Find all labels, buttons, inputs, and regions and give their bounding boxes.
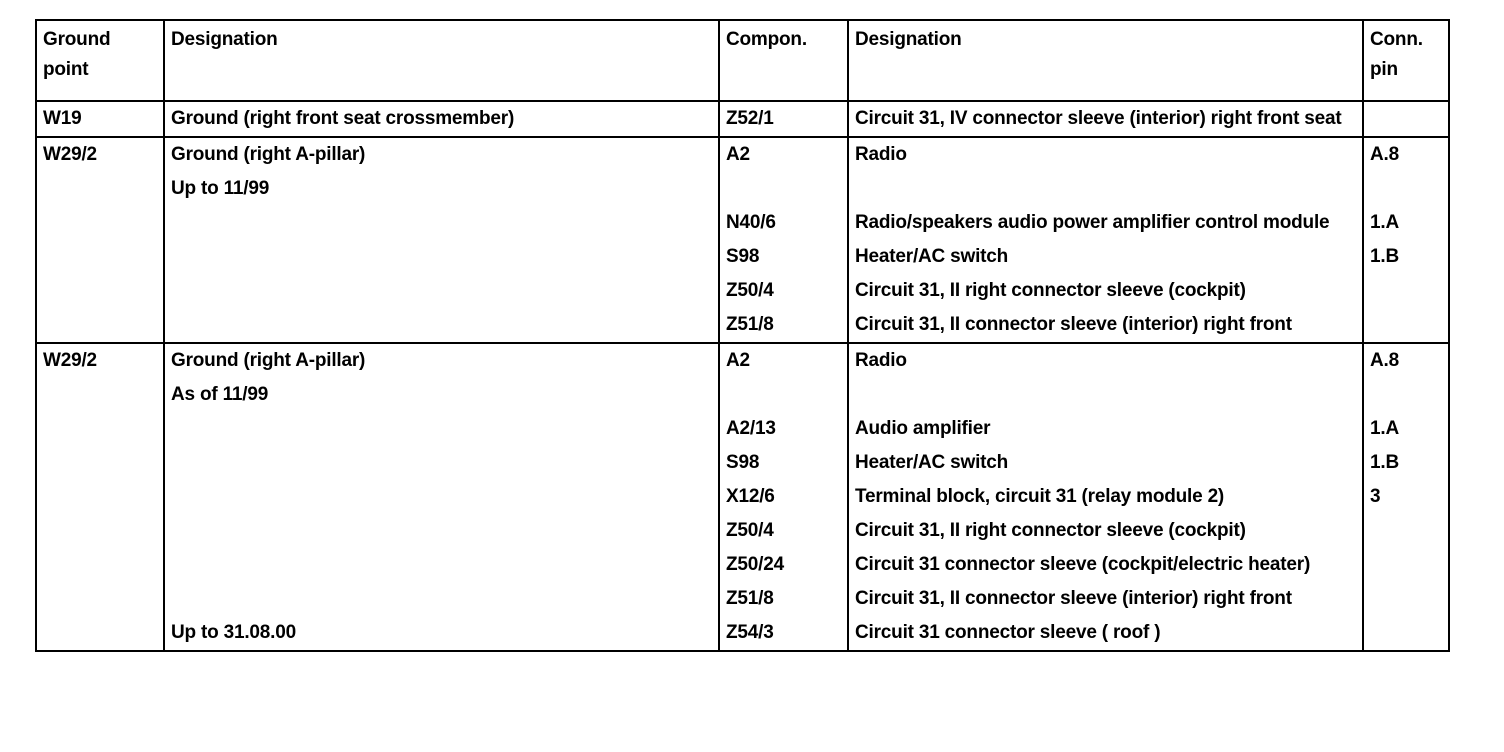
conn-pin-cell: 1.A — [1363, 412, 1449, 446]
ground-point-cell — [36, 240, 164, 274]
header-conn-pin: Conn. pin — [1363, 20, 1449, 101]
table-row — [36, 172, 1449, 206]
component-cell — [719, 172, 848, 206]
ground-point-cell — [36, 548, 164, 582]
component-cell: S98 — [719, 446, 848, 480]
conn-pin-cell: 3 — [1363, 480, 1449, 514]
component-cell: Z51/8 — [719, 308, 848, 343]
ground-point-cell — [36, 308, 164, 343]
table-row — [36, 378, 1449, 412]
component-designation-cell: Circuit 31, II right connector sleeve (cockpit) — [848, 274, 1363, 308]
conn-pin-cell — [1363, 582, 1449, 616]
ground-point-cell: W19 — [36, 101, 164, 137]
component-designation-cell: Circuit 31 connector sleeve ( roof ) — [848, 616, 1363, 651]
ground-points-table — [35, 19, 1450, 652]
component-designation-cell: Radio — [848, 137, 1363, 172]
component-cell: Z52/1 — [719, 101, 848, 137]
conn-pin-cell: 1.A — [1363, 206, 1449, 240]
component-designation-cell: Circuit 31, II right connector sleeve (cockpit) — [848, 514, 1363, 548]
component-designation-cell: Circuit 31, IV connector sleeve (interior) right front seat — [848, 101, 1363, 137]
component-designation-cell: Circuit 31, II connector sleeve (interior) right front — [848, 582, 1363, 616]
component-designation-cell — [848, 378, 1363, 412]
designation-cell — [164, 514, 719, 548]
designation-cell — [164, 308, 719, 343]
designation-cell — [164, 480, 719, 514]
table-row — [36, 137, 1449, 172]
table-row — [36, 582, 1449, 616]
conn-pin-cell — [1363, 514, 1449, 548]
component-cell — [719, 378, 848, 412]
ground-point-cell: W29/2 — [36, 343, 164, 378]
header-ground-point: Ground point — [36, 20, 164, 101]
table-row — [36, 616, 1449, 651]
designation-cell — [164, 412, 719, 446]
conn-pin-cell: A.8 — [1363, 137, 1449, 172]
ground-point-cell — [36, 514, 164, 548]
table-row — [36, 446, 1449, 480]
ground-point-cell — [36, 480, 164, 514]
designation-cell: Ground (right front seat crossmember) — [164, 101, 719, 137]
component-designation-cell — [848, 172, 1363, 206]
component-designation-cell: Circuit 31, II connector sleeve (interior) right front — [848, 308, 1363, 343]
designation-cell: Ground (right A-pillar) — [164, 343, 719, 378]
conn-pin-cell: 1.B — [1363, 446, 1449, 480]
designation-cell — [164, 206, 719, 240]
component-designation-cell: Circuit 31 connector sleeve (cockpit/electric heater) — [848, 548, 1363, 582]
component-designation-cell: Heater/AC switch — [848, 240, 1363, 274]
component-cell: X12/6 — [719, 480, 848, 514]
conn-pin-cell: 1.B — [1363, 240, 1449, 274]
component-cell: Z50/4 — [719, 274, 848, 308]
header-component: Compon. — [719, 20, 848, 101]
component-cell: Z51/8 — [719, 582, 848, 616]
ground-point-cell — [36, 582, 164, 616]
header-component-designation: Designation — [848, 20, 1363, 101]
table-row — [36, 274, 1449, 308]
header-row — [36, 20, 1449, 101]
component-cell: S98 — [719, 240, 848, 274]
component-designation-cell: Terminal block, circuit 31 (relay module 2) — [848, 480, 1363, 514]
component-cell: Z50/24 — [719, 548, 848, 582]
table-row — [36, 101, 1449, 137]
ground-point-cell — [36, 206, 164, 240]
conn-pin-cell — [1363, 172, 1449, 206]
ground-point-cell — [36, 274, 164, 308]
table-row — [36, 206, 1449, 240]
component-designation-cell: Radio/speakers audio power amplifier control module — [848, 206, 1363, 240]
conn-pin-cell — [1363, 616, 1449, 651]
designation-cell — [164, 548, 719, 582]
designation-cell — [164, 274, 719, 308]
component-cell: Z54/3 — [719, 616, 848, 651]
designation-cell: Ground (right A-pillar) — [164, 137, 719, 172]
table-row — [36, 240, 1449, 274]
table-row — [36, 480, 1449, 514]
designation-cell — [164, 446, 719, 480]
component-designation-cell: Audio amplifier — [848, 412, 1363, 446]
ground-point-cell: W29/2 — [36, 137, 164, 172]
conn-pin-cell — [1363, 548, 1449, 582]
ground-point-cell — [36, 616, 164, 651]
designation-cell — [164, 240, 719, 274]
header-designation: Designation — [164, 20, 719, 101]
ground-point-cell — [36, 446, 164, 480]
table-row — [36, 412, 1449, 446]
component-cell: Z50/4 — [719, 514, 848, 548]
ground-point-cell — [36, 378, 164, 412]
conn-pin-cell — [1363, 308, 1449, 343]
conn-pin-cell — [1363, 274, 1449, 308]
conn-pin-cell — [1363, 378, 1449, 412]
component-cell: A2 — [719, 137, 848, 172]
component-cell: A2/13 — [719, 412, 848, 446]
designation-cell — [164, 582, 719, 616]
table-row — [36, 514, 1449, 548]
component-cell: A2 — [719, 343, 848, 378]
table-row — [36, 308, 1449, 343]
component-designation-cell: Radio — [848, 343, 1363, 378]
table-row — [36, 548, 1449, 582]
conn-pin-cell — [1363, 101, 1449, 137]
conn-pin-cell: A.8 — [1363, 343, 1449, 378]
ground-point-cell — [36, 172, 164, 206]
designation-cell: As of 11/99 — [164, 378, 719, 412]
table-row — [36, 343, 1449, 378]
component-cell: N40/6 — [719, 206, 848, 240]
designation-cell: Up to 31.08.00 — [164, 616, 719, 651]
designation-cell: Up to 11/99 — [164, 172, 719, 206]
component-designation-cell: Heater/AC switch — [848, 446, 1363, 480]
ground-point-cell — [36, 412, 164, 446]
